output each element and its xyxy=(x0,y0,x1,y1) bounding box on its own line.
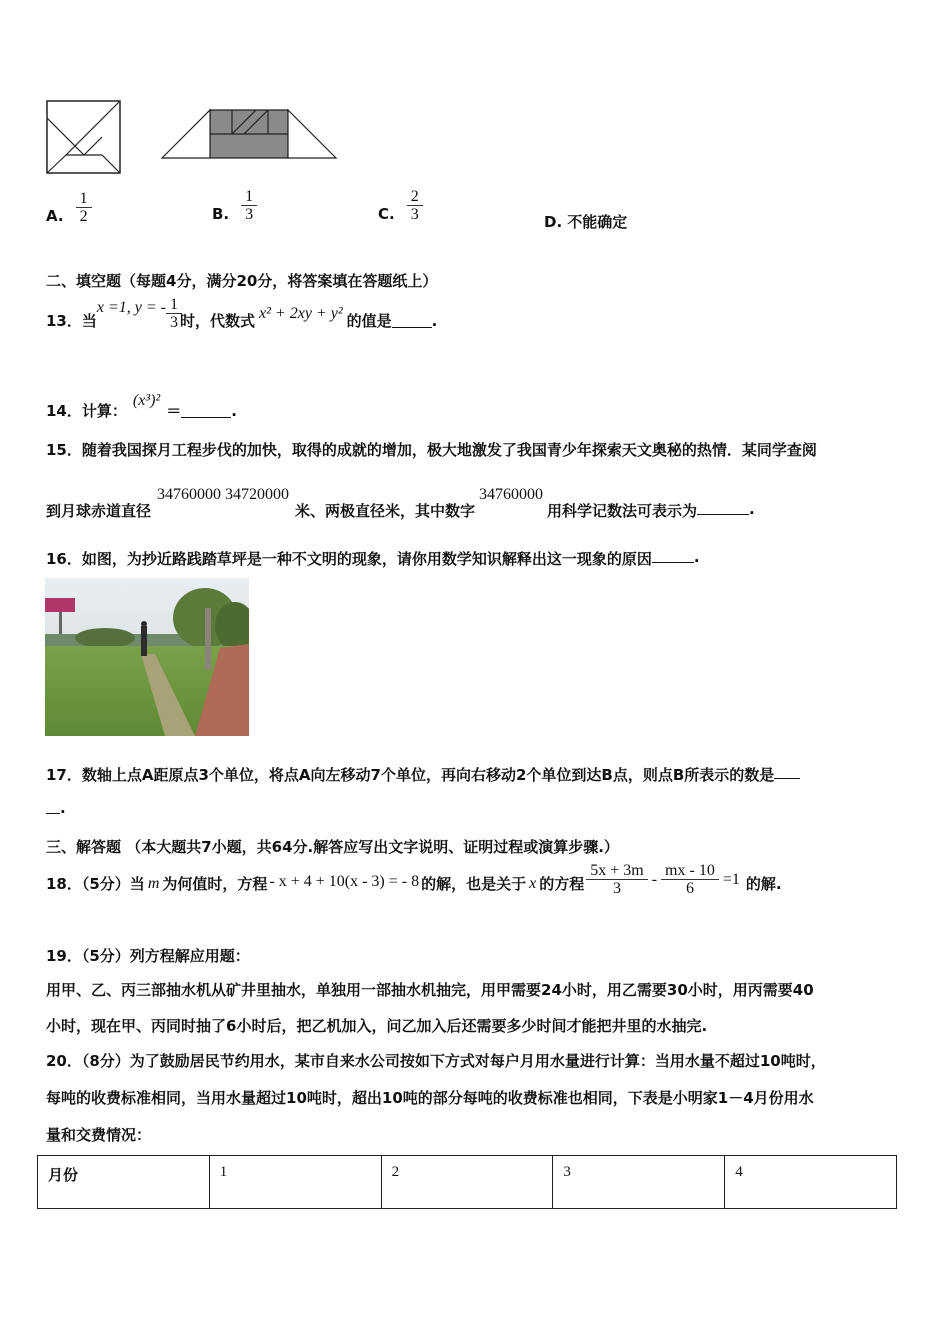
fraction: $\frac{1}{3}$ xyxy=(243,188,255,223)
condition-expression: x =1, y = - xyxy=(96,298,166,316)
option-a[interactable] xyxy=(46,190,90,225)
table-cell: 3 xyxy=(553,1156,725,1209)
variable-x: x xyxy=(529,874,537,892)
question-text: 时，代数式 xyxy=(180,312,256,330)
table-cell: 2 xyxy=(381,1156,553,1209)
water-usage-table xyxy=(37,1155,897,1209)
fraction: $\frac{1}{2}$ xyxy=(78,190,90,225)
question-19-title: 19．（5分）列方程解应用题： xyxy=(46,947,250,965)
table-cell: 1 xyxy=(209,1156,381,1209)
period: . xyxy=(60,799,66,817)
variable-m: m xyxy=(147,874,160,892)
table-row xyxy=(38,1156,897,1209)
option-c[interactable] xyxy=(378,188,421,223)
option-letter: B. xyxy=(212,204,230,223)
option-b[interactable] xyxy=(212,188,255,223)
option-d[interactable] xyxy=(544,211,627,232)
minus-sign: - xyxy=(651,870,658,888)
table-header-month: 月份 xyxy=(38,1156,210,1209)
tangram-square-figure xyxy=(46,100,122,174)
question-16 xyxy=(46,548,700,569)
period: . xyxy=(693,548,700,566)
question-20-line1: 20．（8分）为了鼓励居民节约用水，某市自来水公司按如下方式对每户月用水量进行计算：当用水量不超过10吨时， xyxy=(46,1052,826,1070)
question-text: 到月球赤道直径 xyxy=(46,502,152,520)
answer-blank[interactable] xyxy=(392,313,432,328)
question-20-line2: 每吨的收费标准相同，当用水量超过10吨时，超出10吨的部分每吨的收费标准也相同，下表是小明家1－4月份用水 xyxy=(46,1089,814,1107)
lawn-shortcut-photo xyxy=(45,578,249,736)
question-17 xyxy=(46,764,800,785)
question-text: 的方程 xyxy=(539,875,585,893)
question-text: 为何值时，方程 xyxy=(162,875,268,893)
question-text: 17．数轴上点A距原点3个单位，将点A向左移动7个单位，再向右移动2个单位到达B点，则点B所表示的数是 xyxy=(46,766,775,784)
answer-blank[interactable] xyxy=(652,548,694,563)
question-text: 用科学记数法可表示为 xyxy=(547,502,698,520)
tangram-bridge-figure xyxy=(160,108,340,162)
fraction-1: $\frac{5x + 3m}{3}$ xyxy=(588,862,645,897)
question-20-line3: 量和交费情况： xyxy=(46,1126,152,1144)
question-19-line1: 用甲、乙、丙三部抽水机从矿井里抽水，单独用一部抽水机抽完，用甲需要24小时，用乙需要30小时，用丙需要40 xyxy=(46,981,814,999)
answer-blank[interactable] xyxy=(181,403,231,418)
question-15-line1: 15．随着我国探月工程步伐的加快，取得的成就的增加，极大地激发了我国青少年探索天文奥秘的热情．某同学查阅 xyxy=(46,441,817,459)
equation-1: - x + 4 + 10(x - 3) = - 8 xyxy=(269,872,420,890)
number-value: 34760000 xyxy=(479,486,544,503)
question-text: 的值是 xyxy=(346,312,392,330)
period: . xyxy=(231,401,237,420)
table-cell: 4 xyxy=(725,1156,897,1209)
question-text: 米、两极直径米，其中数字 xyxy=(295,502,476,520)
answer-blank-continued[interactable] xyxy=(46,799,60,814)
option-text: 不能确定 xyxy=(567,213,628,231)
question-19-line2: 小时，现在甲、丙同时抽了6小时后，把乙机加入，问乙加入后还需要多少时间才能把井里的水抽完. xyxy=(46,1017,708,1035)
question-13 xyxy=(46,296,437,331)
option-letter: D. xyxy=(544,213,563,231)
period: . xyxy=(749,500,755,518)
question-text: 的解. xyxy=(745,875,782,893)
fraction: $\frac{2}{3}$ xyxy=(409,188,421,223)
option-letter: A. xyxy=(46,206,64,225)
period: . xyxy=(431,311,438,330)
question-14 xyxy=(46,380,237,421)
question-number: 14．计算： xyxy=(46,402,127,420)
question-text: 的解，也是关于 xyxy=(421,875,527,893)
answer-blank[interactable] xyxy=(774,764,800,779)
section-heading-solve: 三、解答题 （本大题共7小题，共64分.解答应写出文字说明、证明过程或演算步骤.） xyxy=(46,838,619,856)
fraction-2: $\frac{mx - 10}{6}$ xyxy=(663,862,717,897)
question-number: 13．当 xyxy=(46,312,97,330)
question-number: 18．（5分）当 xyxy=(46,875,145,893)
option-letter: C. xyxy=(378,204,395,223)
equals-sign: ＝ xyxy=(166,402,182,420)
question-17-line2 xyxy=(46,799,66,817)
question-15-line2 xyxy=(46,486,755,521)
algebraic-expression: x² + 2xy + y² xyxy=(259,304,343,322)
answer-blank[interactable] xyxy=(697,500,749,515)
question-text: 16．如图，为抄近路践踏草坪是一种不文明的现象，请你用数学知识解释出这一现象的原因 xyxy=(46,550,652,568)
fraction: $\frac{1}{3}$ xyxy=(168,296,180,331)
diameter-numbers: 34760000 34720000 xyxy=(157,486,290,503)
power-expression: (x³)² xyxy=(132,391,161,409)
question-18 xyxy=(46,862,782,897)
right-hand-side: =1 xyxy=(722,870,740,888)
section-heading-fill-blank: 二、填空题（每题4分，满分20分，将答案填在答题纸上） xyxy=(46,272,438,290)
